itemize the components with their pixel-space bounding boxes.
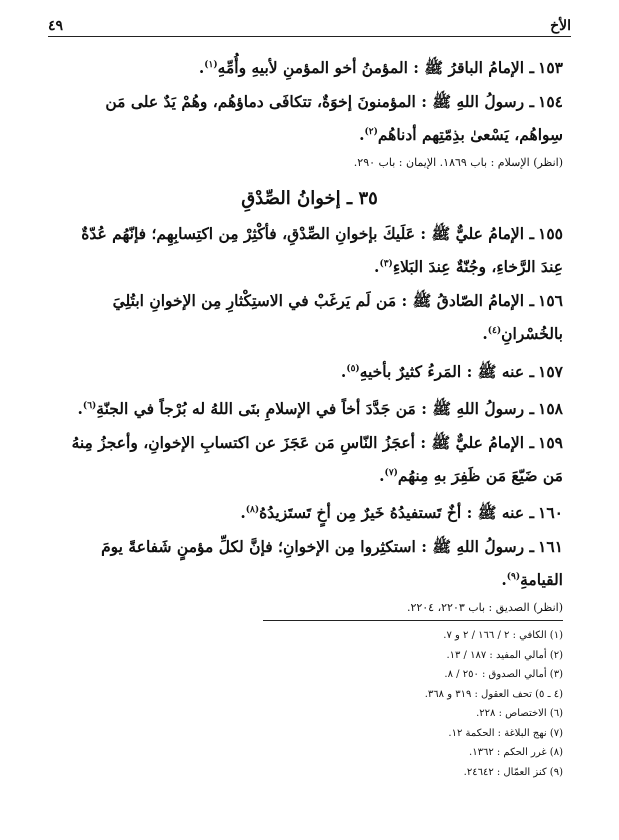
page-body	[56, 50, 563, 623]
hadith-number: ١٥٩	[538, 432, 563, 452]
cross-reference: (انظر) الصديق : باب ٢٢٠٣، ٢٢٠٤.	[406, 601, 563, 615]
hadith-entry: ١٥٧ـ عنه ﷺ : المَرءُ كثيرٌ بأخيهِ$^{(٥)}$.	[340, 361, 563, 381]
hadith-entry: ١٦١ـ رسولُ اللهِ ﷺ : استكثِروا مِن الإخوانِ؛ فإنَّ لكلِّ مؤمنٍ شَفاعةً يومَ القيامةِ$^{(٩)}$.	[101, 537, 563, 590]
section-title: ٣٥ ـ إخوانُ الصِّدْقِ	[241, 188, 378, 210]
footnote: (٩) كنز العمّال : ٢٤٦٤٢.	[463, 766, 563, 778]
hadith-number: ١٦١	[538, 537, 563, 557]
footnote-marker: (٣)	[379, 259, 393, 270]
hadith-text: ـ الإمامُ عليٌّ ﷺ : عَلَيكَ بإخوانِ الصِّدْقِ، فأكْثِرْ مِن اكتِسابِهِم؛ فإنّهُم عُدّةٌ عِندَ الرَّخاءِ، وجُنّةٌ عِندَ البَلاءِ	[81, 224, 563, 277]
hadith-entry: ١٥٨ـ رسولُ اللهِ ﷺ : مَن جَدَّدَ أخاً في الإسلامِ بنَى اللهُ له بُرْجاً في الجنّةِ$^{(٦)}$.	[77, 398, 563, 418]
page-number: ٤٩	[48, 18, 64, 34]
hadith-number: ١٥٣	[538, 58, 563, 78]
running-title: الأخ	[550, 18, 571, 34]
footnotes	[200, 626, 563, 782]
hadith-text: ـ الإمامُ الباقرُ ﷺ : المؤمنُ أخو المؤمنِ لأبيهِ وأُمِّهِ	[217, 58, 535, 78]
hadith-entry: ١٥٥ـ الإمامُ عليٌّ ﷺ : عَلَيكَ بإخوانِ الصِّدْقِ، فأكْثِرْ مِن اكتِسابِهِم؛ فإنّهُم عُدّةٌ عِندَ الرَّخاءِ، وجُنّةٌ عِندَ البَلاءِ$^{(٣)}$.	[81, 224, 563, 277]
footnote-marker: (٤)	[487, 326, 502, 337]
hadith-text: ـ رسولُ اللهِ ﷺ : المؤمنونَ إخوَةٌ، تتكافَى دماؤهُم، وهُمْ يَدٌ على مَن سِواهُم، يَسْعىٰ بذِمّتِهم أدناهُم	[105, 92, 563, 145]
footnote: (٦) الاختصاص : ٢٢٨.	[476, 708, 563, 719]
footnote: (١) الكافي : ٢ / ١٦٦ / ٢ و ٧.	[443, 630, 563, 641]
hadith-number: ١٥٦	[538, 291, 563, 311]
hadith-text: ـ عنه ﷺ : أخٌ تَستفيدُهُ خَيرٌ مِن أخٍ تَستَزيدُهُ	[259, 503, 535, 523]
footnote: (٨) غرر الحكم : ١٣٦٢.	[469, 747, 563, 758]
footnote-marker: (٨)	[245, 505, 260, 516]
footnote: (٤ ـ ٥) تحف العقول : ٣١٩ و ٣٦٨.	[424, 688, 563, 700]
hadith-text: ـ الإمامُ عليٌّ ﷺ : أعجَزُ النّاسِ مَن عَجَزَ عن اكتسابِ الإخوانِ، وأعجزُ مِنهُ مَن ضَيّعَ مَن ظَفِرَ بهِ مِنهُم	[71, 432, 563, 486]
footnote-marker: (٩)	[506, 572, 521, 583]
hadith-entry: ١٥٦ـ الإمامُ الصّادقُ ﷺ : مَن لَم يَرغَبْ في الاستِكْثارِ مِن الإخوانِ ابتُلِيَ بالخُسْرانِ$^{(٤)}$.	[112, 291, 563, 344]
hadith-number: ١٥٥	[538, 224, 563, 244]
hadith-entry: ١٥٣ـ الإمامُ الباقرُ ﷺ : المؤمنُ أخو المؤمنِ لأبيهِ وأُمِّهِ$^{(١)}$.	[198, 58, 563, 78]
footnote-divider	[263, 620, 563, 621]
footnote: (٢) أمالي المفيد : ١٨٧ / ١٣.	[446, 649, 563, 661]
hadith-entry: ١٥٤ـ رسولُ اللهِ ﷺ : المؤمنونَ إخوَةٌ، تتكافَى دماؤهُم، وهُمْ يَدٌ على مَن سِواهُم، يَسْعىٰ بذِمّتِهم أدناهُم$^{(٢)}$.	[105, 92, 563, 145]
hadith-text: ـ الإمامُ الصّادقُ ﷺ : مَن لَم يَرغَبْ في الاستِكْثارِ مِن الإخوانِ ابتُلِيَ بالخُسْرانِ	[112, 291, 563, 344]
footnote-marker: (٧)	[384, 467, 398, 478]
footnote: (٧) نهج البلاغة : الحكمة ١٢.	[448, 727, 563, 739]
hadith-text: ـ عنه ﷺ : المَرءُ كثيرٌ بأخيهِ	[359, 361, 535, 381]
footnote: (٣) أمالي الصدوق : ٢٥٠ / ٨.	[444, 669, 563, 680]
footnote-marker: (١)	[204, 60, 218, 70]
hadith-number: ١٦٠	[538, 503, 563, 523]
footnote-marker: (٥)	[346, 363, 360, 374]
page-header	[48, 14, 571, 37]
hadith-entry: ١٥٩ـ الإمامُ عليٌّ ﷺ : أعجَزُ النّاسِ مَن عَجَزَ عن اكتسابِ الإخوانِ، وأعجزُ مِنهُ مَن ضَيّعَ مَن ظَفِرَ بهِ مِنهُم$^{(٧)}$.	[71, 432, 563, 486]
hadith-entry: ١٦٠ـ عنه ﷺ : أخٌ تَستفيدُهُ خَيرٌ مِن أخٍ تَستَزيدُهُ$^{(٨)}$.	[240, 503, 563, 523]
hadith-text: ـ رسولُ اللهِ ﷺ : استكثِروا مِن الإخوانِ؛ فإنَّ لكلِّ مؤمنٍ شَفاعةً يومَ القيامةِ	[101, 537, 563, 590]
hadith-number: ١٥٤	[538, 92, 563, 112]
hadith-text: ـ رسولُ اللهِ ﷺ : مَن جَدَّدَ أخاً في الإسلامِ بنَى اللهُ له بُرْجاً في الجنّةِ	[96, 398, 535, 418]
footnote-marker: (٦)	[82, 400, 97, 411]
footnote-marker: (٢)	[364, 127, 378, 138]
cross-reference: (انظر) الإسلام : باب ١٨٦٩. الإيمان : باب ٢٩٠.	[353, 156, 563, 170]
hadith-number: ١٥٧	[538, 361, 563, 381]
hadith-number: ١٥٨	[538, 398, 563, 418]
